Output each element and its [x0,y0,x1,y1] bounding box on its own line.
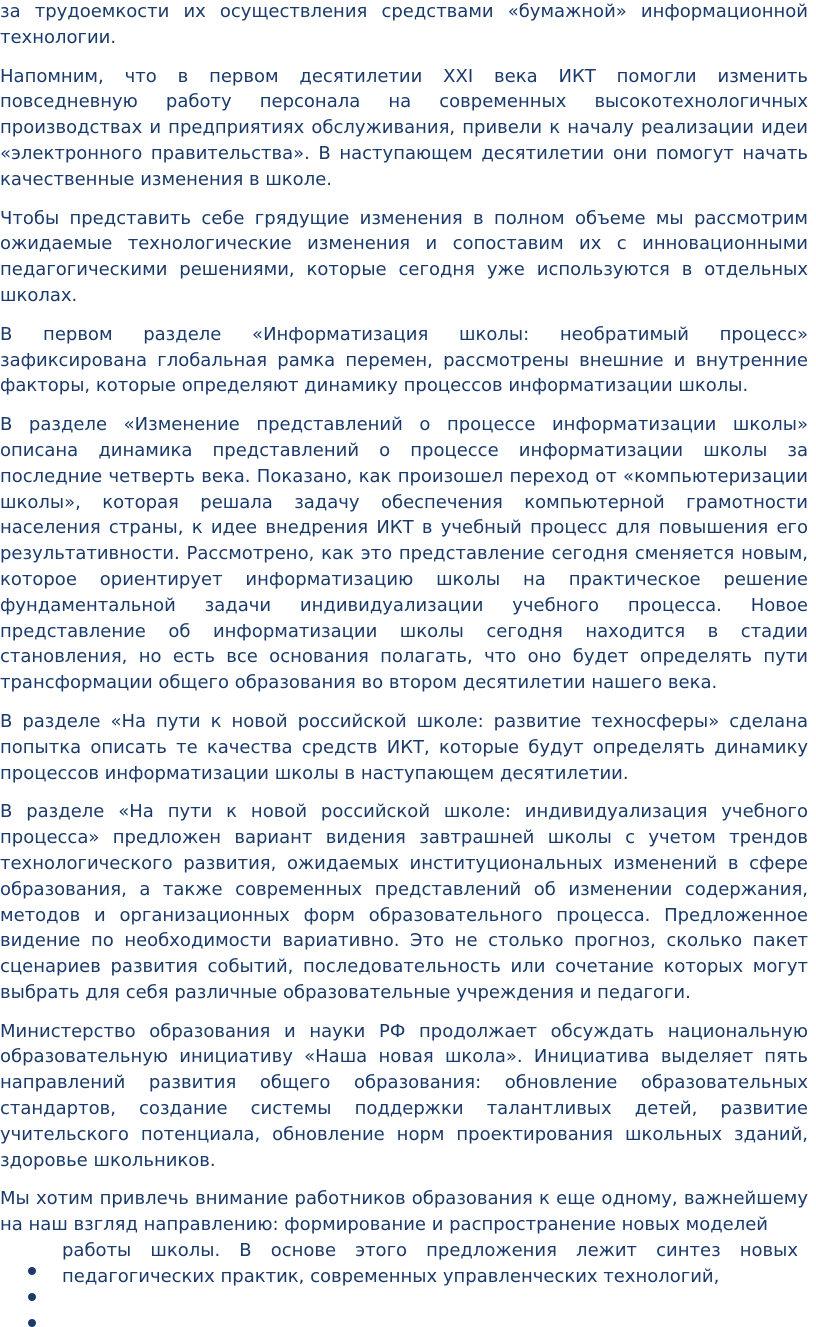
bullet-list-text: работы школы. В основе этого предложения лежит синтез новых педагогических практик, современных управленческих технологий, [62,1240,798,1287]
paragraph-section-two: В разделе «Изменение представлений о процессе информатизации школы» описана динамика представлений о процессе информатизации школы за последние четверть века. Показано, как произошел переход от «компьютеризации школы», которая решала задачу обеспечения компьютерной грамотности населения страны, к идее внедрения ИКТ в учебный процесс для повышения его результативности. Рассмотрено, как это представление сегодня сменяется новым, которое ориентирует информатизацию школы на практическое решение фундаментальной задачи индивидуализации учебного процесса. Новое представление об информатизации школы сегодня находится в стадии становления, но есть все основания полагать, что оно будет определять пути трансформации общего образования во втором десятилетии нашего века. [0,414,808,694]
bullet-dot-icon [28,1267,36,1275]
paragraph-continuation: за трудоемкости их осуществления средствами «бумажной» информационной технологии. [0,1,808,48]
paragraph-ministry-initiative: Министерство образования и науки РФ продолжает обсуждать национальную образовательную инициативу «Наша новая школа». Инициатива выделяет пять направлений развития общего образования: обновление образовательных стандартов, создание системы поддержки талантливых детей, развитие учительского потенциала, обновление норм проектирования школьных зданий, здоровье школьников. [0,1020,808,1171]
bullet-dot-icon [28,1293,36,1301]
paragraph-section-one: В первом разделе «Информатизация школы: необратимый процесс» зафиксирована глобальная рамка перемен, рассмотрены внешние и внутренние факторы, которые определяют динамику процессов информатизации школы. [0,323,808,397]
bullet-list [0,1238,808,1290]
paragraph-section-three: В разделе «На пути к новой российской школе: развитие техносферы» сделана попытка описать те качества средств ИКТ, которые будут определять динамику процессов информатизации школы в наступающем десятилетии. [0,710,808,784]
paragraph-ict-first-decade: Напомним, что в первом десятилетии XXI века ИКТ помогли изменить повседневную работу персонала на современных высокотехнологичных производствах и предприятиях обслуживания, привели к началу реализации идеи «электронного правительства». В наступающем десятилетии они помогут начать качественные изменения в школе. [0,65,808,190]
bullet-dot-icon [28,1319,36,1327]
paragraph-new-models: Мы хотим привлечь внимание работников образования к еще одному, важнейшему на наш взгляд направлению: формирование и распространение новых моделей [0,1188,808,1236]
paragraph-section-four: В разделе «На пути к новой российской школе: индивидуализация учебного процесса» предложен вариант видения завтрашней школы с учетом трендов технологического развития, ожидаемых институциональных изменений в сфере образования, а также современных представлений об изменении содержания, методов и организационных форм образовательного процесса. Предложенное видение по необходимости вариативно. Это не столько прогноз, сколько пакет сценариев развития событий, последовательность или сочетание которых могут выбрать для себя различные образовательные учреждения и педагоги. [0,801,808,1003]
paragraph-upcoming-changes: Чтобы представить себе грядущие изменения в полном объеме мы рассмотрим ожидаемые технологические изменения и сопоставим их с инновационными педагогическими решениями, которые сегодня уже используются в отдельных школах. [0,207,808,306]
